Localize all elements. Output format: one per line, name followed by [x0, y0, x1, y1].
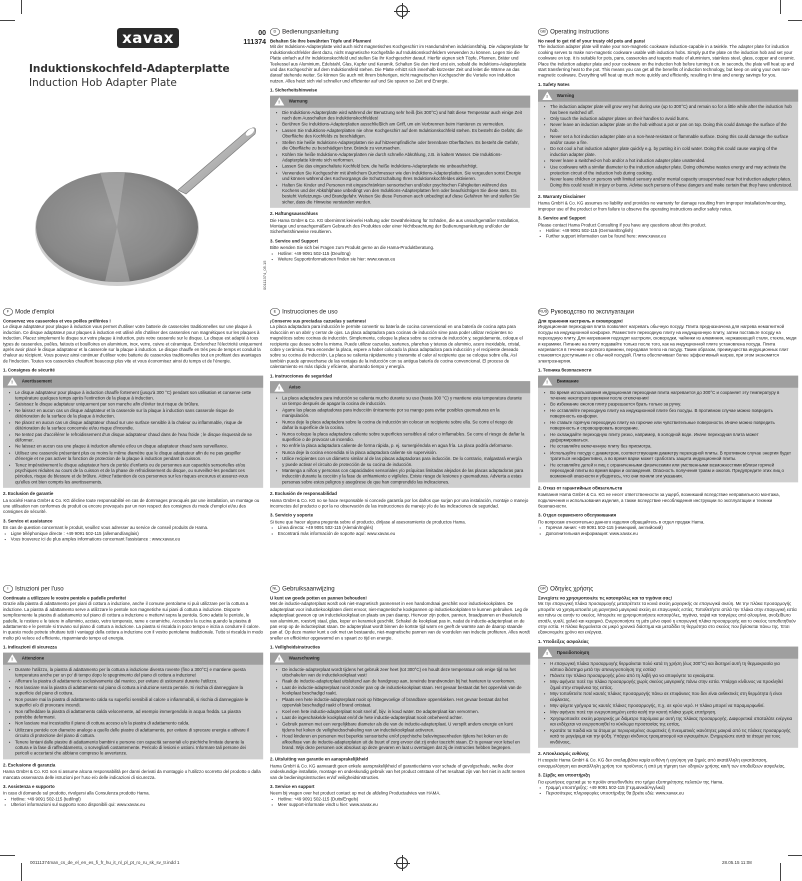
support-list [538, 785, 798, 796]
section-title [270, 28, 530, 36]
support-heading: 3. Отдел сервисного обслуживания [538, 512, 617, 518]
warning-item: • Use cookware with a similar diameter to the induction adapter plate. Doing otherwise wastes energy and may activate the protection circuit of the induction hob during cooking. [550, 165, 793, 176]
section-nl [270, 585, 530, 808]
section-de [270, 28, 530, 263]
warning-item: • Berühren Sie Induktions-Adapterplatten ausschließlich am Griff, um ein Verbrennen beim Hantieren zu vermeiden. [282, 122, 525, 128]
section-title-text: Mode d'emploi [15, 308, 55, 316]
safety-heading: 1. Veiligheidsinstructies [270, 644, 321, 650]
warning-item: • Ne laissez en aucun cas un disque adaptateur et la casserole sur la plaque à induction sans casserole risque de détérioration de la surface de la plaque à induction. [15, 408, 258, 419]
section-title [270, 308, 530, 316]
registration-mark-icon [396, 5, 408, 17]
language-code-badge: GR [538, 585, 548, 593]
section-it [3, 585, 263, 808]
section-title [538, 585, 798, 593]
warning-item: • Verwenden Sie Kochgeschirr mit ähnlichem Durchmesser wie den Induktions-Adapterplatten. Sie vergeuden sonst Energie und können während des Kochvorgangs die Schutzschaltung Ihres Induktionskochfeldes aktivieren. [282, 170, 525, 181]
warning-item: • Non lasciare mai incustodito il piano di cottura acceso e/o la piastra di adattamento calda. [15, 721, 258, 727]
section-ru [538, 308, 798, 537]
section-title-text: Οδηγίες χρήσης [550, 585, 594, 593]
warning-item: • Μην αφήνετε ποτέ την πλάκα προσαρμογής χωρίς σκεύος μαγειρικής πάνω στην εστία. Υπάρχει κίνδυνος να προκληθεί ζημιά στην επιφάνεια της εστίας. [550, 679, 793, 690]
intro-heading: Для хранения кастрюль и сковородок! [538, 318, 623, 324]
warning-item: • Non raffreddare la piastra di adattamento calda velocemente, ad esempio immergendola in acqua fredda. La piastra potrebbe deformarsi. [15, 709, 258, 720]
warning-item: • Во время использования индукционная переходная плита нагревается до 300°C и сохраняет эту температуру в течение некоторого времени после отключения! [550, 390, 793, 401]
disclaimer-text: Die Hama GmbH & Co. KG übernimmt keinerlei Haftung oder Gewährleistung für Schäden, die aus unsachgemäßer Installation, Montage und unsachgemäßem Gebrauch des Produktes oder einer Nichtbeachtung der Bedienungsanleitung und/oder der Sicherheitshinweise resultieren. [270, 218, 520, 235]
warning-list [3, 665, 263, 760]
warning-header [3, 652, 263, 664]
support-list [270, 251, 530, 262]
language-code-badge: NL [270, 585, 280, 593]
support-list [270, 797, 530, 808]
warning-box [538, 647, 798, 748]
support-heading: 3. Servicio y soporte [270, 512, 314, 518]
support-item: • Encontrará más información de soporte aquí: www.xavax.eu [278, 531, 530, 537]
warning-item: • Μην ψύχετε γρήγορα τις καυτές πλάκες προσαρμογής, π.χ. σε κρύο νερό. Η πλάκα μπορεί να παραμορφωθεί. [550, 703, 793, 709]
disclaimer-heading: 2. Exclusión de responsabilidad [270, 491, 337, 497]
crop-mark [780, 863, 781, 881]
intro-heading: Behalten Sie Ihre bewährten Töpfe und Pfannen! [270, 38, 372, 44]
warning-item: • The induction adapter plate will grow very hot during use (up to 300°C) and remain so for a little while after the induction hob has been switched off. [550, 104, 793, 115]
warning-item: • Never leave children or persons with limited sensory and/or mental capacity unsupervised near hot induction adapter plates. Doing this could result in injury or burns. Advise such persons of these dangers and make certain that they have understood. [550, 177, 793, 188]
section-title-text: Operating instructions [550, 28, 609, 36]
intro-heading: Conservez vos casseroles et vos poêles préférées ! [3, 318, 111, 324]
section-title [270, 585, 530, 593]
warning-header [3, 375, 263, 387]
warning-item: • Laat de inductie-adapterplaat nooit zonder pan op de inductiekookplaat staan. Het gevaar bestaat dat het oppervlak van de kookplaat beschadigd raakt. [282, 685, 525, 696]
support-heading: 3. Assistenza e supporto [3, 784, 55, 790]
warning-item: • Χρησιμοποιείτε σκεύη μαγειρικής με διάμετρο παρόμοια με αυτή της πλάκας προσαρμογής. Διαφορετικά σπαταλάτε ενέργεια και ενδέχεται να ενεργοποιηθεί το κύκλωμα προστασίας της εστίας. [550, 716, 793, 727]
safety-heading: 1. Instrucciones de seguridad [270, 373, 333, 379]
warning-item: • Saisissez le disque adaptateur uniquement par son manche afin d'éviter tout risque de brûlure. [15, 402, 258, 408]
intro-text: Индукционная переходная плита позволяет нагревать обычную посуду. Плита предназначена для нагрева немагнитной посуды на индукционной конфорке. Разместите переходную плиту на индукционную плиту, затем поставьте посуду на переходную плиту. Для нагревания подходят кастрюли, сковородки, чайники из алюминия, нержавеющей стали, стекла, меди и керамики. Питание на плиту подавайте только после того, как на индукционной плите установлена посуда. Плита нагревается в течение короткого времени, передавая тепло на посуду. Таким образом, преимущества индукционных плит становятся доступными и с обычной посудой. Плита обеспечивает более эффективный нагрев, при этом экономится электроэнергия. [538, 324, 797, 364]
warning-label: Avertissement [21, 378, 52, 384]
warning-label: Waarschuwing [288, 655, 320, 661]
warning-box [270, 652, 530, 753]
disclaimer-text: Hama GmbH & Co. KG assumes no liability and provides no warranty for damage resulting from improper installation/mounting, improper use of the product or from failure to observe the operating instructions and/or safety notes. [538, 200, 786, 212]
warning-list [3, 388, 263, 488]
warning-item: • Πιάνετε την πλάκα προσαρμογής μόνο από τη λαβή για να αποφύγετε τα εγκαύματα. [550, 673, 793, 679]
support-heading: 3. Service and Support [538, 215, 586, 221]
disclaimer-text: Компания Hama GmbH & Co. KG не несет ответственности за ущерб, возникший вследствие неправильного монтажа, подключения и использования изделия, а также вследствие несоблюдения инструкции по эксплуатации и техники безопасности. [538, 492, 780, 509]
safety-heading: 1. Техника безопасности [538, 367, 592, 373]
section-title-text: Istruzioni per l'uso [15, 585, 64, 593]
intro-text: Le disque adaptateur pour plaque à induction vous permet d'utiliser votre batterie de casseroles traditionnelles sur une plaque à induction. Ce disque adaptateur pour plaques à induction est utilisé afin d'utiliser des casseroles non magnétiques sur les plaques à induction. Placez simplement le disque sur votre plaque à induction, puis votre casserole sur le disque. Le disque est adapté à tous types de casseroles, poêles, faitouts et bouilloires en aluminium, inox, verre, cuivre et céramique. Enclenchez l'électricité uniquement après avoir placé le disque adaptateur et la casserole sur la plaque à induction. Le disque chauffe en très peu de temps et conduit la chaleur au récipient. Vous pouvez ainsi continuer d'utiliser votre batterie de casseroles traditionnelles tout en profitant des avantages de l'induction. Toutes vos casseroles chauffent beaucoup plus vite et vous économisez ainsi du temps et de l'énergie. [3, 324, 263, 364]
warning-item: • Ne laissez en aucun cas une plaque à induction allumée et/ou un disque adaptateur chaud sans surveillance. [15, 444, 258, 450]
warning-item: • Nunca deje la cocina encendida ni la placa adaptadora caliente sin supervisión. [282, 450, 525, 456]
support-text: Bitte wenden Sie sich bei Fragen zum Produkt gerne an die Hama-Produktberatung. [270, 245, 435, 251]
warning-item: • Η επαγωγική πλάκα προσαρμογής θερμαίνεται πολύ κατά τη χρήση (έως 300°C) και διατηρεί αυτή τη θερμοκρασία για κάποιο διάστημα μετά την απενεργοποίηση της εστίας! [550, 661, 793, 672]
warning-box [270, 95, 530, 207]
intro-text: Με την επαγωγική πλάκα προσαρμογής μετατρέπετε τα κοινά σκεύη μαγειρικής σε επαγωγικά σκεύη. Με την πλάκα προσαρμογής μπορείτε να χρησιμοποιείτε μη μαγνητικά μαγειρικά σκεύη σε επαγωγικές εστίες. Τοποθετήστε απλά την πλάκα στην επαγωγική εστία και πάνω σε αυτήν το σκεύος. Μπορείτε να χρησιμοποιήσετε κατσαρόλες, τηγάνια, ταψιά και τσαγιέρες από αλουμίνιο, ανοξείδωτο ατσάλι, γυαλί, χαλκό και κεραμικό. Ενεργοποιήστε τη μάτι μόνο αφού η επαγωγική πλάκα προσαρμογής και το σκεύος τοποθετηθούν στην εστία. Η πλάκα θερμαίνεται σε μικρό χρονικό διάστημα και μεταδίδει τη θερμότητα στο σκεύος που βρίσκεται πάνω της. Έτσι εξοικονομείτε χρόνο και ενέργεια. [538, 601, 797, 635]
warning-item: • Не оставляйте детей и лиц с ограниченными физическими или умственными возможностями вблизи горячей переходной плиты во время варки и охлаждения. Опасность получения травм и ожогов. Предупредите этих лиц о возможной опасности и убедитесь, что они поняли эти указания. [550, 462, 793, 479]
warning-item: • Μην τοποθετείτε ποτέ καυτές πλάκες προσαρμογής πάνω σε επιφάνειες που δεν είναι ανθεκτικές στη θερμότητα ή είναι εύφλεκτες. [550, 691, 793, 702]
disclaimer-heading: 2. Отказ от гарантийных обязательств [538, 485, 623, 491]
section-title [538, 28, 798, 36]
article-number [236, 29, 266, 47]
warning-item: • Ne placez en aucun cas un disque adaptateur chaud sur une surface sensible à la chaleur ou inflammable, risque de détérioration de la surface concernée et/ou risque d'incendie. [15, 420, 258, 431]
adapter-plate-image [0, 90, 270, 305]
warning-item: • Lassen Sie das eingeschaltete Kochfeld bzw. die heiße Induktions-Adapterplatte nie unbeaufsichtigt. [282, 164, 525, 170]
warning-icon: ! [7, 654, 17, 662]
section-title-text: Руководство по эксплуатации [550, 308, 635, 316]
support-item: • Hotline: +49 9091 502-115 (German/English) [546, 228, 798, 234]
disclaimer-text: Hama GmbH & Co. KG no se hace responsable ni concede garantía por los daños que surjan por una instalación, montaje o manejo incorrectos del producto o por la no observación de las instrucciones de manejo y/o de las indicaciones de seguridad. [270, 498, 529, 509]
article-prefix: 00 [258, 30, 266, 37]
product-title-de: Induktionskochfeld-Adapterplatte [29, 63, 230, 75]
intro-heading: Continuate a utilizzare le vostre pentole e padelle preferite! [3, 595, 127, 601]
warning-item: • Agarre las placas adaptadoras para inducción únicamente por su mango para evitar posibles quemaduras en la manipulación. [282, 407, 525, 418]
footer-date: 28.05.15 11:08 [722, 860, 752, 865]
warning-item: • Raak de inductie-adapterplaat uitsluitend aan de handgreep aan, teneinde brandwonden bij het hanteren te voorkomen. [282, 679, 525, 685]
warning-item: • Lassen Sie Induktions-Adapterplatten nie ohne Kochgeschirr auf dem Induktionskochfeld stehen. Es besteht die Gefahr, die Oberfläche des Kochfelds zu beschädigen. [282, 128, 525, 139]
warning-item: • Μην αφήνετε ποτέ την ενεργοποιημένη εστία και/ή την καυτή πλάκα χωρίς επιτήρηση. [550, 710, 793, 716]
support-item: • Горячая линия: +49 9091 502-115 (немецкий, английский) [546, 525, 798, 531]
warning-icon: ! [274, 654, 284, 662]
support-item: • Περισσότερες πληροφορίες υποστήριξης θα βρείτε εδώ: www.xavax.eu [546, 791, 798, 797]
warning-label: Attenzione [21, 655, 45, 661]
warning-item: • Kühlen Sie heiße Induktions-Adapterplatten nie durch schnelle Abkühlung, z.B. in kaltem Wasser. Die Induktions-Adapterplatte könnte sich verformen. [282, 152, 525, 163]
warning-box [3, 652, 263, 759]
warning-list [270, 108, 530, 208]
section-title-text: Bedienungsanleitung [282, 28, 339, 36]
warning-item: • Не оставляйте включенную плиту без присмотра. [550, 444, 793, 450]
disclaimer-heading: 2. Haftungsausschluss [270, 211, 318, 217]
language-code-badge: E [270, 308, 280, 316]
registration-mark-icon [396, 857, 408, 869]
warning-item: • Gebruik pannen met een vergelijkbare diameter als die van de inductie-adapterplaat. U verspilt anders energie en kunt tijdens het koken de veiligheidsschakeling van uw inductiekookplaat activeren. [282, 722, 525, 733]
support-item: • Weitere Supportinformationen finden sie hier: www.xavax.eu [278, 257, 530, 263]
safety-heading: 1. Υποδείξεις ασφαλείας [538, 638, 589, 644]
warning-header [270, 652, 530, 664]
warning-list [270, 665, 530, 754]
warning-item: • Laat de ingeschakelde kookplaat en/of de hete inductie-adapterplaat nooit onbeheerd achter. [282, 715, 525, 721]
warning-header [270, 381, 530, 393]
crop-mark [788, 20, 802, 21]
section-title [3, 308, 263, 316]
disclaimer-text: Η εταιρεία Hama GmbH & Co. KG δεν αναλαμβάνει καμία ευθύνη ή εγγύηση για ζημιές από ακατάλληλη εγκατάσταση, συναρμολόγηση και ακατάλληλη χρήση του προϊόντος ή από μη τήρηση των οδηγιών χρήσης και/ή των υποδείξεων ασφαλείας. [538, 757, 786, 769]
footer-filename: 00111374man_cs_de_el_en_es_fi_fr_hu_it_nl_pl_pt_ro_ru_sk_sv_tr.indd 1 [30, 860, 180, 865]
warning-list [270, 393, 530, 488]
support-text: Neem bij vragen over het product contact op met de afdeling Productadvies van HAMA. [270, 790, 441, 796]
warning-header [538, 90, 798, 102]
intro-text: Grazie alla piastra di adattamento per piani di cottura a induzione, anche il comune pentolame si può utilizzare per la cottura a induzione. La piastra di adattamento serve a utilizzare le pentole non magnetiche sui piani di cottura a induzione. Disporre semplicemente la piastra di adattamento sul piano di cottura a induzione e mettervi sopra la pentola. Sono adatte le pentole, le padelle, le rostiere e le teiere in alluminio, acciaio, vetro temperato, rame e ceramiche. Accendere la cucina quando la piastra di adattamento e le pentole si trovano sul piano di cottura a induzione. La piastra si riscalda in poco tempo e inizia a condurre il calore. In questo modo potrete sfruttare tutti i vantaggi della cottura a induzione con il vostro pentolame tradizionale. Tutto si riscalda in modo molto più veloce ed efficiente, risparmiando tempo ed energia. [3, 601, 263, 641]
support-list [270, 525, 530, 536]
warning-icon: ! [542, 649, 552, 657]
support-text: По вопросам относительно данного изделия обращайтесь в отдел продаж Hama. [538, 519, 705, 525]
safety-heading: 1. Indicazioni di sicurezza [3, 644, 57, 650]
support-item: • Γραμμή υποστήριξης: +49 9091 502-115 (Γερμανικά/Αγγλικά) [546, 785, 798, 791]
language-code-badge: F [3, 308, 13, 316]
warning-icon: ! [7, 377, 17, 385]
warning-item: • Ne tentez pas d'accélérer le refroidissement d'un disque adaptateur chaud dans de l'eau froide ; le disque risquerait de se déformer. [15, 432, 258, 443]
crop-mark [0, 855, 15, 856]
warning-header [538, 375, 798, 387]
language-code-badge: RUS [538, 308, 548, 316]
image-code: 00111374_05.15 [262, 260, 267, 290]
warning-label: Προειδοποίηση [556, 649, 590, 655]
section-title [3, 585, 263, 593]
support-heading: 3. Σέρβις και υποστήριξη [538, 772, 590, 778]
support-list [3, 797, 263, 808]
warning-item: • Plaats een hete inductie-adapterplaat nooit op hittegevoelige of brandbare oppervlakken. Het gevaar bestaat dat het oppervlak beschadigd raakt of brand ontstaat. [282, 697, 525, 708]
warning-list [538, 388, 798, 483]
warning-label: Внимание [556, 378, 579, 384]
warning-item: • Используйте посуду с диаметром, соответствующим диаметру переходной плиты. В противном случае энергия будет тратиться неэффективно, а во время варки может сработать защита индукционной плиты. [550, 450, 793, 461]
language-code-badge: GB [538, 28, 548, 36]
warning-item: • Die Induktions-Adapterplatte wird während der Benutzung sehr heiß (bis 300°C) und hält diese Temperatur auch einige Zeit nach dem Ausschalten des Induktionskochfeldes! [282, 110, 525, 121]
warning-box [3, 375, 263, 487]
support-text: Για ερωτήσεις σχετικά με το προϊόν απευθυνθείτε στο τμήμα εξυπηρέτησης πελατών της Hama. [538, 779, 724, 785]
warning-list [538, 659, 798, 748]
crop-mark [21, 0, 22, 14]
warning-label: Warnung [288, 98, 308, 104]
warning-item: • Koel een hete inductie-adapterplaat nooit snel af, bijv. in koud water. De adapterplaat kan vervormen. [282, 709, 525, 715]
support-text: Si tiene que hacer alguna pregunta sobre el producto, diríjase al asesoramiento de productos Hama. [270, 519, 466, 525]
language-code-badge: I [3, 585, 13, 593]
support-list [3, 531, 263, 542]
support-heading: 3. Service und Support [270, 238, 318, 244]
warning-item: • Afferrare la piastra di adattamento esclusivamente dal manico, per evitare di ustionarsi durante l'utilizzo. [15, 679, 258, 685]
warning-item: • Houd kinderen en personen met beperkte sensorische en/of psychische belevingseenheden tijdens het koken en de afkoelfase van de inductie-adapterplaten uit de buurt of zorg ervoor dat zij onder toezicht staan. Er is gevaar voor letsel en brand. Wijs deze personen ook absoluut op deze gevaren en laat u overtuigen dat zij de instructies hebben begrepen. [282, 734, 525, 751]
brand-logo: xavax [117, 28, 179, 48]
intro-text: La placa adaptadora para inducción le permite convertir su batería de cocina convencional en una batería de cocina apta para inducción en un abrir y cerrar de ojos. La placa adaptadora para cocinas de inducción sirve para poder utilizar recipientes no magnéticos sobre cocinas de inducción. Simplemente, coloque la placa sobre su cocina de inducción y, seguidamente, coloque el recipiente que desee sobre la misma. Puede utilizar cazuelas, sartenes, planchas y teteras de aluminio, acero inoxidable, cristal, cobre y cerámica. Para encender la placa, espere a haber colocado la placa adaptadora para inducción y el recipiente deseado sobre su cocina de inducción. La placa se calienta rápidamente y transmite el calor al recipiente que se coloque sobre ella. Así también puede aprovecharse de las ventajas de la inducción con su antigua batería de cocina convencional. El proceso de calentamiento es más rápido y eficiente, ahorrando tiempo y energía. [270, 324, 523, 370]
warning-item: • Κρατάτε τα παιδιά και τα άτομα με περιορισμένες σωματικές ή πνευματικές ικανότητες μακριά από τις πλάκες προσαρμογής κατά το μαγείρεμα και την ψύξη. Υπάρχει κίνδυνος τραυματισμού και εγκαυμάτων. Ενημερώστε αυτά τα άτομα για τους κινδύνους. [550, 728, 793, 745]
intro-heading: ¡Conserve sus preciadas cazuelas y sartenes! [270, 318, 367, 324]
warning-item: • Never set a hot induction adapter plate on a non-heat-resistant or flammable surface. Doing this could damage the surface and/or cause a fire. [550, 134, 793, 145]
language-code-badge: D [270, 28, 280, 36]
disclaimer-heading: 2. Warranty Disclaimer [538, 194, 586, 200]
warning-item: • Utilice recipientes con un diámetro similar al de las placas adaptadoras para inducción. De lo contrario, malgastará energía y puede activar el circuito de protección de su cocina de inducción. [282, 456, 525, 467]
section-title-text: Instrucciones de uso [282, 308, 338, 316]
disclaimer-heading: 2. Αποκλεισμός ευθύνης [538, 751, 589, 757]
warning-item: • Never leave an induction adapter plate on the hob without a pot or pan on top. Doing this could damage the surface of the hob. [550, 122, 793, 133]
warning-item: • Le disque adaptateur pour plaque à induction chauffe fortement (jusqu'à 300 °C) pendant son utilisation et conserve cette température quelques temps après l'extinction de la plaque à induction. [15, 390, 258, 401]
support-item: • Further support information can be found here: www.xavax.eu [546, 234, 798, 240]
support-item: • Ligne téléphonique directe : +49 9091 502-115 (allemand/anglais) [11, 531, 263, 537]
warning-icon: ! [274, 97, 284, 105]
disclaimer-text: Hama GmbH & Co. KG non si assume alcuna responsabilità per danni derivati da montaggio o l'utilizzo scorretto del prodotto o dalla mancata osservanza delle istruzioni per l'uso e/o delle indicazioni di sicurezza. [3, 769, 261, 781]
disclaimer-text: Hama GmbH & Co. KG aanvaardt geen enkele aansprakelijkheid of garantieclaims voor schade of gevolgschade, welke door ondeskundige installatie, montage en ondeskundig gebruik van het product ontstaan of het resultaat zijn van het niet in acht nemen van de bedieningsinstructies en/of veiligheidsinstructies. [270, 763, 526, 781]
warning-item: • Tenez impérativement le disque adaptateur hors de portée d'enfants ou de personnes aux capacités sensorielles et/ou psychiques réduites au cours de la cuisson et de la phase de refroidissement du disque, ou surveillez-les pendant ces périodes, risque de blessure et de brûlure. Attirez l'attention de ces personnes sur les risques encourus et assurez-vous qu'elles ont bien compris les avertissements. [15, 462, 258, 485]
intro-heading: U kunt uw goede potten en pannen behouden! [270, 595, 367, 601]
support-item: • Ulteriori informazioni sul supporto sono disponibili qui: www.xavax.eu [11, 802, 263, 808]
section-fr [3, 308, 263, 543]
disclaimer-heading: 2. Uitsluiting van garantie en aansprakelijkheid [270, 756, 369, 762]
warning-header [538, 647, 798, 659]
support-heading: 3. Service et assistance [3, 518, 53, 524]
support-item: • Línea directa: +49 9091 502-115 (Alemán/Inglés) [278, 525, 530, 531]
support-text: En cas de question concernant le produit, veuillez vous adresser au service de conseil produits de Hama. [3, 525, 209, 531]
warning-label: Warning [556, 92, 575, 98]
support-item: • Hotline: +49 9091 502-115 (Duits/Engels) [278, 797, 530, 803]
disclaimer-text: La société Hama GmbH & Co. KG décline toute responsabilité en cas de dommages provoqués par une installation, un montage ou une utilisation non conformes du produit ou encore provoqués par un non respect des consignes du mode d'emploi et/ou des consignes de sécurité. [3, 498, 260, 515]
intro-text: Met de inductie-adapterplaat wordt ook niet-magnetisch pannenset in een handomdraai geschikt voor inductiekookplaten. De adapterplaat voor inductiekookplaten dient ervoor, niet-magnetische kookpannen op inductiekookplaten te kunnen gebruiken. Leg de adapterplaat gewoon op uw inductiekookplaat en plaats uw pan daarop. Hiervoor zijn potten, pannen, braadpannen en theeketels van aluminium, roestvrij staal, glas, koper en keramiek geschikt. Schakel de kookplaat pas in, nadat de inductie-adapterplaat en de pan erop op de inductieplaat staan. De adapterplaat wordt binnen de kortste tijd warm en geeft de warmte aan de daarop staande pan af. Op deze manier kunt u ook met uw bestaande, niet-magnetische pannen van de voordelen van inductie profiteren. Alles wordt sneller en efficiënter opgewarmd en u spaart zo tijd en energie. [270, 601, 530, 641]
warning-item: • Do not cool a hot induction adapter plate quickly e.g. by putting it in cold water. Doing this could cause warping of the induction adapter plate. [550, 146, 793, 157]
crop-mark [788, 855, 802, 856]
article-number-value: 111374 [243, 39, 266, 46]
warning-item: • De inductie-adapterplaat wordt tijdens het gebruik zeer heet (tot 300°C) en houdt deze temperatuur ook enige tijd na het uitschakelen van de inductiekookplaat vast! [282, 667, 525, 678]
intro-text: The induction adapter plate will make your non-magnetic cookware induction-capable in a twinkle. The adapter plate for induction cooking serves to make non-magnetic cookware usable with induction hobs. Simply put the plate on the induction hob and set your cookware on top. It is suitable for pots, pans, casseroles and teapots made of aluminium, stainless steel, glass, copper and ceramic. Place the induction adapter plate and your cookware on the induction hob before turning it on. In seconds, the plate will heat up and start transferring heat to the pot. This means you can get all the benefits of induction technology, but keep on using your own non-magnetic cookware. Everything will heat up much more quickly and efficiently, resulting in time and energy savings for you. [538, 44, 796, 78]
support-item: • Дополнительная информация: www.xavax.eu [546, 531, 798, 537]
warning-item: • Non lasciare mai la piastra di adattamento sul piano di cottura a induzione senza pentole. Si rischia di danneggiare la superficie del piano di cottura. [15, 685, 258, 696]
warning-item: • Stellen Sie heiße Induktions-Adapterplatten nie auf hitzeempfindliche oder brennbare Oberflächen. Es besteht die Gefahr, die Oberfläche zu beschädigen bzw. Brände zu verursachen. [282, 140, 525, 151]
crop-mark [0, 20, 15, 21]
product-title-en: Induction Hob Adapter Plate [29, 77, 177, 89]
crop-mark [21, 863, 22, 881]
disclaimer-heading: 2. Esclusione di garanzia [3, 762, 56, 768]
intro-heading: Συνεχίστε να χρησιμοποιείτε τις κατσαρόλες και τα τηγάνια σας! [538, 595, 673, 601]
intro-text: Mit der Induktions-Adapterplatte wird auch nicht magnetisches Kochgeschirr im Handumdrehen induktionsfähig. Die Adapterplatte für Induktionskochfelder dient dazu, nicht magnetische Kochgefäße auf Induktionskochfeldern verwenden zu können. Legen Sie die Platte einfach auf Ihr Induktionskochfeld und stellen Sie Ihr Kochgeschirr darauf. Hierfür eignen sich Töpfe, Pfannen, Bräter und Teekessel aus Aluminium, Edelstahl, Glas, Kupfer und Keramik. Schalten Sie den Herd erst ein, sobald die Induktions-Adapterplatte und das Kochgeschirr auf dem Induktionsfeld stehen. Die Platte erhitzt sich innerhalb kürzester Zeit und leitet die Wärme an das darauf stehende weiter. So können Sie auch mit Ihrem bisherigen, nicht magnetischen Kochgeschirr die Vorteile von Induktion nutzen. Alles heizt sich viel schneller und effizienter auf und Sie sparen so Zeit und Energie. [270, 44, 529, 84]
warning-icon: ! [274, 383, 284, 391]
warning-item: • Only touch the induction adapter plates on their handles to avoid burns. [550, 116, 793, 122]
intro-heading: No need to get rid of your trusty old pots and pans! [538, 38, 646, 44]
warning-icon: ! [542, 377, 552, 385]
warning-item: • La placa adaptadora para inducción se calienta mucho durante su uso (hasta 300 °C) y mantiene esta temperatura durante un tiempo después de apagar la cocina de inducción. [282, 395, 525, 406]
warning-item: • Nunca coloque la placa adaptadora caliente sobre superficies sensibles al calor o inflamables. Se corre el riesgo de dañar la superficie o de provocar un incendio. [282, 431, 525, 442]
support-item: • Hotline: +49 9091 502-115 (ted/ingl) [11, 797, 263, 803]
section-gr [538, 585, 798, 797]
warning-item: • Non posare mai la piastra di adattamento calda su superfici sensibili al calore o infiammabili, si rischia di danneggiare le superfici e/o di provocare incendi. [15, 697, 258, 708]
support-text: In caso di domande sul prodotto, rivolgersi alla Consulenza prodotto Hama. [3, 790, 150, 796]
section-title-text: Gebruiksaanwijzing [282, 585, 335, 593]
warning-item: • Во избежание ожогов плиту разрешается брать только за ручку. [550, 402, 793, 408]
warning-item: • Never leave a switched-on hob and/or a hot induction adapter plate unattended. [550, 158, 793, 164]
disclaimer-heading: 2. Exclusion de garantie [3, 491, 54, 497]
safety-heading: 1. Consignes de sécurité [3, 367, 55, 373]
support-item: • Hotline: +49 9091 502-115 (Deu/Eng) [278, 251, 530, 257]
warning-item: • Utilizzare pentole con diametro analogo a quello delle piastre di adattamento, per evitare di sprecare energia e attivare il circuito di protezione del piano di cottura. [15, 727, 258, 738]
crop-mark [780, 0, 781, 14]
warning-item: • Не ставьте горячую переходную плиту на горючие или чувствительные поверхности. Иначе можно повредить поверхность и спровоцировать возгорание. [550, 420, 793, 431]
warning-item: • Tenere lontani dalle piastre di adattamento bambini e persone con capacità sensoriali e/o psichiche limitate durante la cottura e la fase di raffreddamento, o sorvegliarli costantemente. Pericolo di lesioni e ustioni. Informare tali persone dei pericoli e accertarsi che abbiano compreso le avvertenze. [15, 739, 258, 756]
support-text: Please contact Hama Product Consulting if you have any questions about this product. [538, 222, 707, 228]
warning-box [538, 375, 798, 482]
section-en [538, 28, 798, 240]
warning-header [270, 95, 530, 107]
warning-item: • Не охлаждайте переходную плиту резко, например, в холодной воде. Иначе переходная плита может деформироваться. [550, 432, 793, 443]
support-list [538, 525, 798, 536]
warning-box [270, 381, 530, 488]
warning-item: • Utilisez une casserole présentant plus ou moins le même diamètre que le disque adaptateur afin de ne pas gaspiller d'énergie et ne pas activer la fonction de protection de la plaque à induction pendant la cuisson. [15, 450, 258, 461]
safety-heading: 1. Safety Notes [538, 81, 570, 87]
warning-item: • No enfríe la placa adaptadora caliente de forma rápida, p. ej. sumergiéndola en agua fría. La placa podría deformarse. [282, 443, 525, 449]
warning-icon: ! [542, 92, 552, 100]
support-item: • Meer support-informatie vindt u hier: www.xavax.eu [278, 802, 530, 808]
warning-box [538, 90, 798, 191]
warning-item: • Halten Sie Kinder und Personen mit eingeschränkten sensorischen und/oder psychischen Fähigkeiten während des Kochens und der Abkühlphase unbedingt von den Induktions-Adapterplatten fern oder beaufsichtigen Sie diese stets. Es besteht Verletzungs- und Brandgefahr. Weisen Sie diese Personen auch unbedingt auf diese Gefahren hin und stellen Sie sicher, dass die Hinweise verstanden werden. [282, 182, 525, 205]
warning-label: Aviso [288, 384, 301, 390]
safety-heading: 1. Sicherheitshinweise [270, 87, 318, 93]
warning-item: • Nunca deje la placa adaptadora sobre la cocina de inducción sin colocar un recipiente sobre ella. Se corre el riesgo de dañar la superficie de la cocina. [282, 419, 525, 430]
warning-item: • Mantenga a niños y personas con capacidades sensoriales y/o psíquicas limitadas alejados de las placas adaptadoras para inducción durante la cocción y la fase de enfriamiento o vigílelos. Existe riesgo de lesiones y quemaduras. Advierta a estas personas sobre estos peligros y asegúrese de que han comprendido las indicaciones. [282, 468, 525, 485]
warning-item: • Не оставляйте переходную плиту на индукционной плите без посуды. В противном случае можно повредить поверхность конфорки. [550, 408, 793, 419]
warning-list [538, 102, 798, 191]
warning-item: • Durante l'utilizzo, la piastra di adattamento per la cottura a induzione diventa rovente (fino a 300°C) e mantiene questa temperatura anche per un po' di tempo dopo lo spegnimento del piano di cottura a induzione! [15, 667, 258, 678]
section-title [538, 308, 798, 316]
section-es [270, 308, 530, 537]
support-list [538, 228, 798, 239]
support-heading: 3. Service en support [270, 784, 315, 790]
support-item: • Vous trouverez ici de plus amples informations concernant l'assistance : www.xavax.eu [11, 537, 263, 543]
